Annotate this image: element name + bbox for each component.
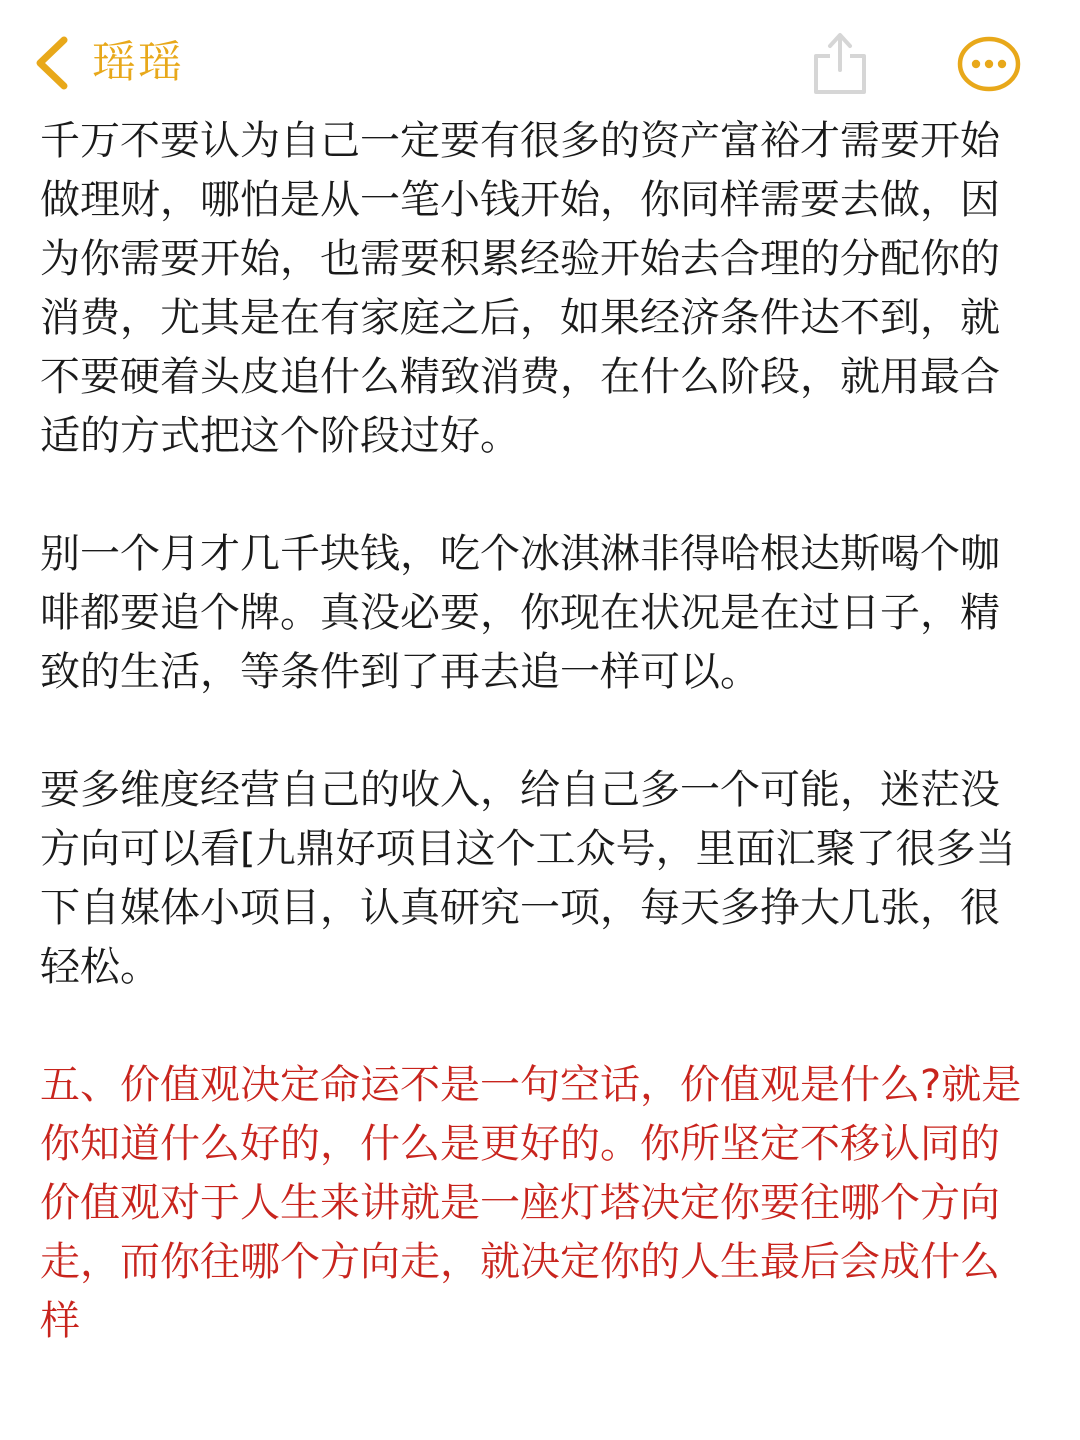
paragraph-values-highlight: 五、价值观决定命运不是一句空话，价值观是什么?就是你知道什么好的，什么是更好的。你所坚定不移认同的价值观对于人生来讲就是一座灯塔决定你要往哪个方向走，而你往哪个方向走，就决定你的人生最后会成什么样: [40, 1062, 1022, 1344]
paragraph-consumption: 别一个月才几千块钱，吃个冰淇淋非得哈根达斯喝个咖啡都要追个牌。真没必要，你现在状况是在过日子，精致的生活，等条件到了再去追一样可以。: [40, 531, 1000, 695]
article-body: [40, 112, 1030, 1351]
paragraph-income: 要多维度经营自己的收入，给自己多一个可能，迷茫没方向可以看[九鼎好项目这个工众号，里面汇聚了很多当下自媒体小项目，认真研究一项，每天多挣大几张，很轻松。: [40, 767, 1016, 990]
paragraph-finance-start: 千万不要认为自己一定要有很多的资产富裕才需要开始做理财，哪怕是从一笔小钱开始，你同样需要去做，因为你需要开始，也需要积累经验开始去合理的分配你的消费，尤其是在有家庭之后，如果经济条件达不到，就不要硬着头皮追什么精致消费，在什么阶段，就用最合适的方式把这个阶段过好。: [40, 118, 1000, 459]
back-button[interactable]: [30, 34, 76, 92]
top-nav-bar: [0, 0, 1080, 120]
more-icon: [957, 36, 1021, 92]
page-title: 瑶瑶: [92, 37, 184, 88]
share-button[interactable]: [808, 30, 872, 96]
more-button[interactable]: [957, 36, 1021, 92]
chevron-left-icon: [30, 34, 76, 92]
share-icon: [808, 30, 872, 96]
